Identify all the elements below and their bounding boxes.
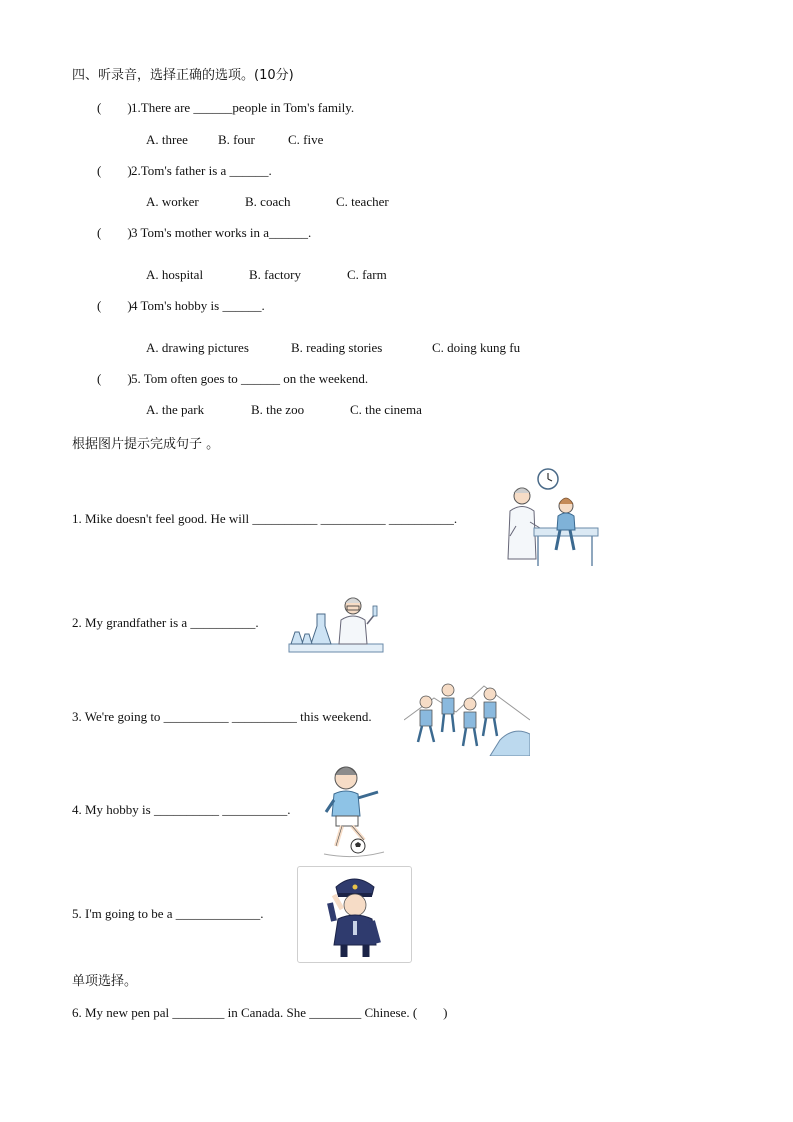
question-6: 6. My new pen pal ________ in Canada. She ________ Chinese. ( )	[72, 1005, 448, 1020]
question-stem: 1.There are ______people in Tom's family.	[131, 100, 355, 115]
option-b: B. reading stories	[291, 340, 383, 355]
option-b: B. factory	[249, 267, 301, 282]
answer-paren[interactable]: ( )	[97, 371, 132, 386]
option-c: C. five	[288, 132, 324, 147]
question-stem: 5. Tom often goes to ______ on the weekend.	[131, 371, 369, 386]
option-c: C. doing kung fu	[432, 340, 521, 355]
option-c: C. the cinema	[350, 402, 422, 417]
hiking-kids-picture	[404, 680, 530, 756]
boy-playing-football-picture	[320, 762, 392, 860]
answer-paren[interactable]: ( )	[97, 225, 132, 240]
option-a: A. worker	[146, 194, 199, 209]
section4-heading: 四、听录音，选择正确的选项。(10分)	[72, 68, 294, 83]
question-stem: 3 Tom's mother works in a______.	[131, 225, 312, 240]
single-choice-heading: 单项选择。	[72, 974, 138, 989]
option-c: C. farm	[347, 267, 387, 282]
option-a: A. the park	[146, 402, 205, 417]
picture-sentence-3: 3. We're going to __________ __________ this weekend.	[72, 709, 372, 724]
option-c: C. teacher	[336, 194, 389, 209]
picture-sentence-2: 2. My grandfather is a __________.	[72, 615, 259, 630]
picture-sentence-5: 5. I'm going to be a _____________.	[72, 906, 264, 921]
option-a: A. drawing pictures	[146, 340, 249, 355]
question-stem: 2.Tom's father is a ______.	[131, 163, 272, 178]
option-b: B. the zoo	[251, 402, 305, 417]
police-officer-picture	[297, 866, 412, 963]
picture-section-heading: 根据图片提示完成句子 。	[72, 437, 220, 452]
option-a: A. three	[146, 132, 188, 147]
scientist-picture	[287, 594, 385, 656]
answer-paren[interactable]: ( )	[97, 163, 132, 178]
answer-paren[interactable]: ( )	[97, 100, 132, 115]
option-b: B. coach	[245, 194, 291, 209]
question-stem: 4 Tom's hobby is ______.	[131, 298, 265, 313]
option-b: B. four	[218, 132, 255, 147]
picture-sentence-4: 4. My hobby is __________ __________.	[72, 802, 291, 817]
picture-sentence-1: 1. Mike doesn't feel good. He will __________ __________ __________.	[72, 511, 458, 526]
option-a: A. hospital	[146, 267, 204, 282]
answer-paren[interactable]: ( )	[97, 298, 132, 313]
doctor-and-boy-picture	[500, 466, 600, 568]
